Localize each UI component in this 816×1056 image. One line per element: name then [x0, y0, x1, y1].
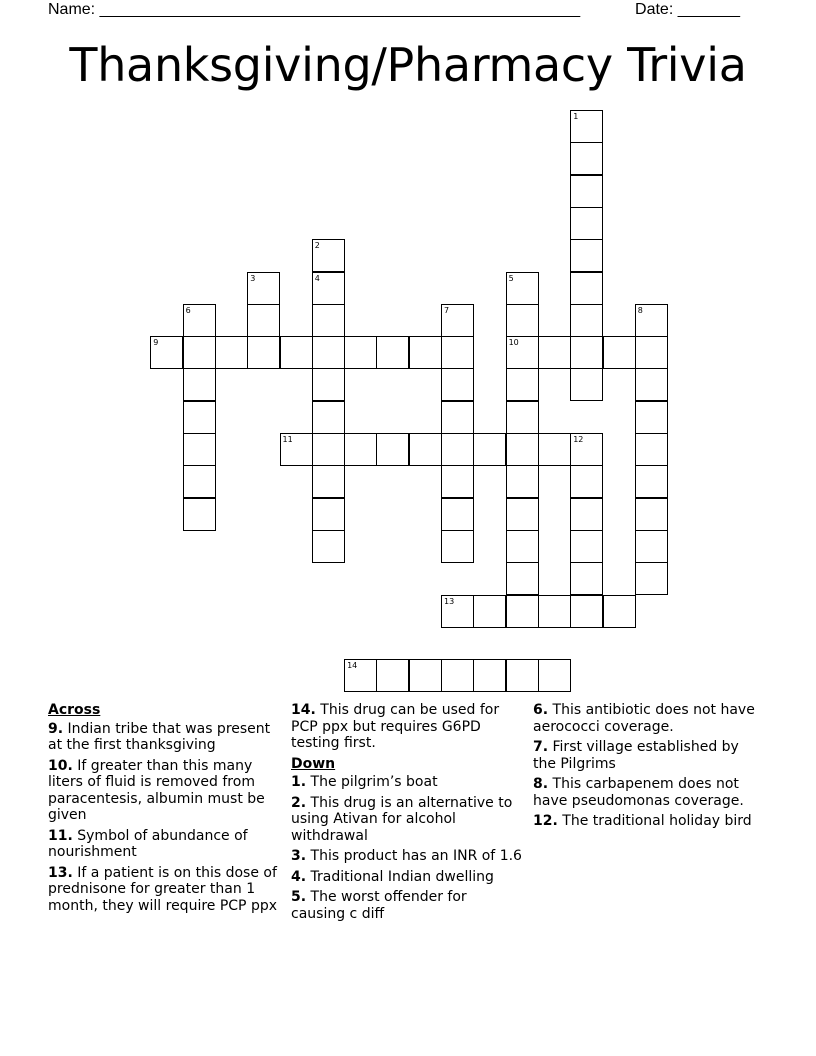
clue-number-label: 4	[314, 273, 320, 283]
grid-cell[interactable]	[441, 498, 474, 531]
grid-cell[interactable]	[312, 239, 345, 272]
clue-item	[533, 739, 765, 772]
grid-cell[interactable]	[376, 336, 409, 369]
grid-cell[interactable]	[409, 659, 442, 692]
grid-cell[interactable]	[506, 368, 539, 401]
grid-cell[interactable]	[312, 530, 345, 563]
grid-cell[interactable]	[183, 336, 216, 369]
grid-cell[interactable]	[635, 304, 668, 337]
grid-cell[interactable]	[312, 336, 345, 369]
clue-item	[291, 848, 523, 865]
clue-number: 5.	[291, 889, 307, 905]
grid-cell[interactable]	[506, 659, 539, 692]
clue-number-label: 6	[185, 305, 191, 315]
grid-cell[interactable]	[570, 562, 603, 595]
grid-cell[interactable]	[441, 304, 474, 337]
grid-cell[interactable]	[506, 595, 539, 628]
grid-cell[interactable]	[635, 336, 668, 369]
grid-cell[interactable]	[183, 433, 216, 466]
grid-cell[interactable]	[441, 336, 474, 369]
clue-text: Symbol of abundance of nourishment	[48, 827, 248, 860]
grid-cell[interactable]	[409, 433, 442, 466]
grid-cell[interactable]	[603, 595, 636, 628]
grid-cell[interactable]	[506, 562, 539, 595]
clues-column-2	[291, 702, 523, 926]
grid-cell[interactable]	[570, 530, 603, 563]
clue-text: Traditional Indian dwelling	[306, 868, 494, 885]
grid-cell[interactable]	[312, 433, 345, 466]
clue-text: First village established by the Pilgrims	[533, 739, 739, 772]
grid-cell[interactable]	[506, 465, 539, 498]
grid-cell[interactable]	[183, 304, 216, 337]
column1-clue-list	[48, 721, 280, 915]
grid-cell[interactable]	[247, 336, 280, 369]
grid-cell[interactable]	[344, 659, 377, 692]
clue-number: 2.	[291, 794, 307, 811]
grid-cell[interactable]	[312, 304, 345, 337]
grid-cell[interactable]	[280, 336, 313, 369]
grid-cell[interactable]	[183, 465, 216, 498]
grid-cell[interactable]	[570, 368, 603, 401]
grid-cell[interactable]	[506, 336, 539, 369]
grid-cell[interactable]	[570, 175, 603, 208]
grid-cell[interactable]	[473, 595, 506, 628]
grid-cell[interactable]	[441, 465, 474, 498]
grid-cell[interactable]	[635, 433, 668, 466]
down-heading: Down	[291, 755, 336, 772]
across-heading: Across	[48, 702, 101, 718]
grid-cell[interactable]	[570, 304, 603, 337]
grid-cell[interactable]	[312, 272, 345, 305]
grid-cell[interactable]	[215, 336, 248, 369]
clue-item	[48, 758, 280, 824]
grid-cell[interactable]	[280, 433, 313, 466]
clue-number-label: 10	[508, 338, 519, 348]
grid-cell[interactable]	[473, 659, 506, 692]
grid-cell[interactable]	[441, 368, 474, 401]
clue-text: If greater than this many liters of fluid is removed from paracentesis, albumin must be given	[48, 757, 265, 823]
grid-cell[interactable]	[247, 272, 280, 305]
clue-number-label: 13	[444, 596, 455, 606]
clue-number-label: 12	[573, 435, 584, 444]
clue-text: This antibiotic does not have aerococci coverage.	[533, 702, 755, 735]
clue-number: 11.	[48, 827, 73, 844]
grid-cell[interactable]	[635, 401, 668, 434]
grid-cell[interactable]	[473, 433, 506, 466]
grid-cell[interactable]	[312, 498, 345, 531]
grid-cell[interactable]	[376, 433, 409, 466]
clue-number: 1.	[291, 774, 307, 790]
grid-cell[interactable]	[570, 498, 603, 531]
clue-text: This drug is an alternative to using Ativan for alcohol withdrawal	[291, 794, 513, 844]
page-title: Thanksgiving/Pharmacy Trivia	[69, 38, 747, 92]
grid-cell[interactable]	[635, 498, 668, 531]
clue-number: 14.	[291, 702, 316, 718]
grid-cell[interactable]	[506, 272, 539, 305]
grid-cell[interactable]	[570, 465, 603, 498]
clue-item	[48, 721, 280, 754]
clue-text: If a patient is on this dose of prednisone for greater than 1 month, they will require PCP ppx	[48, 864, 278, 914]
clue-number: 3.	[291, 848, 307, 864]
clue-text: The pilgrim’s boat	[306, 774, 438, 790]
grid-cell[interactable]	[506, 304, 539, 337]
grid-cell[interactable]	[538, 336, 571, 369]
clue-text: Indian tribe that was present at the first thanksgiving	[48, 720, 271, 753]
grid-cell[interactable]	[538, 659, 571, 692]
clue-number-label: 7	[444, 305, 450, 315]
clue-text: The worst offender for causing c diff	[291, 889, 467, 922]
grid-cell[interactable]	[312, 401, 345, 434]
grid-cell[interactable]	[538, 595, 571, 628]
grid-cell[interactable]	[312, 465, 345, 498]
grid-cell[interactable]	[506, 433, 539, 466]
clue-text: The traditional holiday bird	[557, 813, 752, 829]
grid-cell[interactable]	[570, 336, 603, 369]
clue-number: 10.	[48, 757, 73, 774]
clue-number: 12.	[533, 813, 558, 829]
column3-clue-list	[533, 702, 765, 830]
grid-cell[interactable]	[603, 336, 636, 369]
grid-cell[interactable]	[183, 498, 216, 531]
clue-number-label: 3	[250, 273, 256, 283]
grid-cell[interactable]	[570, 272, 603, 305]
grid-cell[interactable]	[570, 433, 603, 466]
clue-text: This carbapenem does not have pseudomonas coverage.	[533, 776, 744, 809]
grid-cell[interactable]	[376, 659, 409, 692]
clue-number: 13.	[48, 864, 73, 881]
column2-across-clue-list	[291, 702, 523, 752]
clue-text: This product has an INR of 1.6	[306, 848, 522, 864]
clue-number-label: 11	[282, 435, 293, 444]
grid-cell[interactable]	[441, 433, 474, 466]
date-field-label[interactable]: Date: _______	[635, 1, 740, 18]
grid-cell[interactable]	[183, 401, 216, 434]
clue-number: 6.	[533, 702, 549, 718]
clues-column-1	[48, 702, 280, 918]
grid-cell[interactable]	[635, 562, 668, 595]
clue-item	[48, 828, 280, 861]
clue-item	[291, 702, 523, 752]
clue-number: 4.	[291, 868, 307, 885]
grid-cell[interactable]	[570, 110, 603, 143]
clue-number: 8.	[533, 776, 549, 792]
grid-cell[interactable]	[506, 530, 539, 563]
grid-cell[interactable]	[344, 433, 377, 466]
clue-number-label: 2	[314, 241, 320, 251]
grid-cell[interactable]	[506, 498, 539, 531]
grid-cell[interactable]	[441, 595, 474, 628]
grid-cell[interactable]	[312, 368, 345, 401]
clue-number-label: 1	[573, 112, 579, 121]
clue-text: This drug can be used for PCP ppx but requires G6PD testing first.	[291, 702, 500, 751]
grid-cell[interactable]	[570, 595, 603, 628]
grid-cell[interactable]	[570, 142, 603, 175]
grid-cell[interactable]	[344, 336, 377, 369]
clues-column-3	[533, 702, 765, 834]
grid-cell[interactable]	[635, 530, 668, 563]
clue-number-label: 8	[637, 305, 643, 315]
grid-cell[interactable]	[441, 659, 474, 692]
clue-item	[533, 813, 765, 830]
grid-cell[interactable]	[441, 530, 474, 563]
clue-item	[291, 795, 523, 845]
grid-cell[interactable]	[570, 239, 603, 272]
grid-cell[interactable]	[635, 368, 668, 401]
clue-number: 9.	[48, 720, 64, 737]
grid-cell[interactable]	[635, 465, 668, 498]
grid-cell[interactable]	[150, 336, 183, 369]
name-field-label[interactable]: Name: ______________________________________________________	[48, 1, 581, 18]
grid-cell[interactable]	[570, 207, 603, 240]
clue-item	[291, 869, 523, 886]
clue-number-label: 5	[508, 273, 514, 283]
clue-item	[533, 702, 765, 735]
clue-number: 7.	[533, 739, 549, 755]
clue-item	[291, 774, 523, 791]
grid-cell[interactable]	[183, 368, 216, 401]
clue-item	[48, 865, 280, 915]
grid-cell[interactable]	[441, 401, 474, 434]
column2-down-clue-list	[291, 774, 523, 922]
clue-number-label: 14	[347, 661, 358, 671]
grid-cell[interactable]	[538, 433, 571, 466]
grid-cell[interactable]	[409, 336, 442, 369]
grid-cell[interactable]	[247, 304, 280, 337]
clue-item	[533, 776, 765, 809]
clue-item	[291, 889, 523, 922]
grid-cell[interactable]	[506, 401, 539, 434]
clue-number-label: 9	[153, 338, 159, 348]
